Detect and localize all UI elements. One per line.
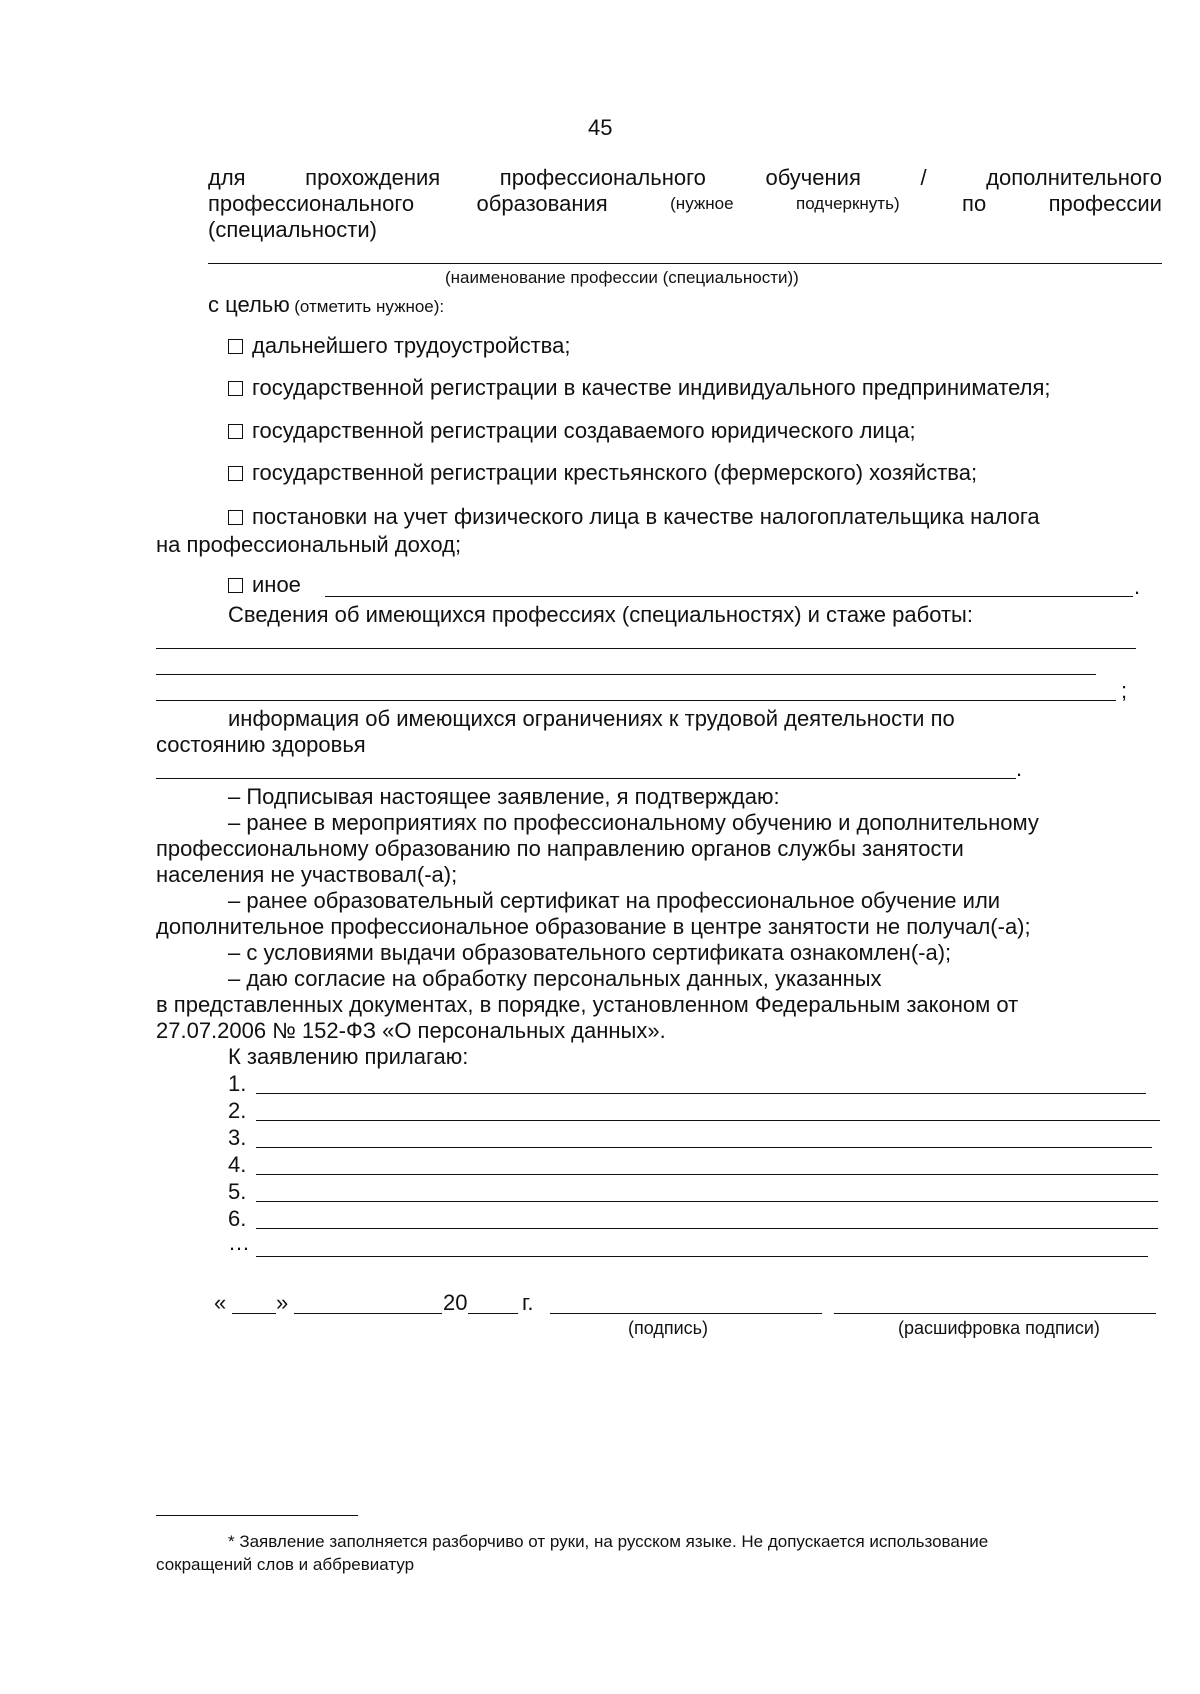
intro-word: / [920,165,927,190]
confirm-line-9: 27.07.2006 № 152-ФЗ «О персональных данных». [156,1018,666,1043]
signature-line[interactable] [550,1313,822,1314]
attachment-number: … [228,1230,250,1255]
option-label: государственной регистрации крестьянского (фермерского) хозяйства; [252,460,978,485]
option-label: государственной регистрации в качестве индивидуального предпринимателя; [252,375,1051,400]
option-legal-entity [228,418,916,444]
checkbox-ip-registration[interactable] [228,381,243,396]
checkbox-farm[interactable] [228,466,243,481]
intro-word: дополнительного [986,165,1162,190]
option-label: дальнейшего трудоустройства; [252,333,571,358]
confirm-line-5: дополнительное профессиональное образование в центре занятости не получал(-а); [156,914,1031,939]
intro-word: для [208,165,246,190]
intro-word: по [962,191,987,216]
purpose-lead [208,292,444,318]
other-end: . [1134,574,1141,599]
signature-caption: (подпись) [628,1318,709,1338]
intro-word: профессионального [208,191,415,216]
signature-decode-line[interactable] [834,1313,1156,1314]
experience-end: ; [1121,678,1128,703]
profession-caption: (наименование профессии (специальности)) [445,268,799,287]
date-open-quote: « [214,1290,227,1315]
option-label: иное [252,572,301,597]
attachment-line-4[interactable] [256,1174,1158,1175]
attachments-label: К заявлению прилагаю: [228,1044,469,1069]
checkbox-legal-entity[interactable] [228,424,243,439]
checkbox-self-employed[interactable] [228,510,243,525]
attachment-number: 1. [228,1071,247,1096]
intro-word: обучения [765,165,861,190]
confirm-line-3: населения не участвовал(-а); [156,862,458,887]
signature-decode-caption: (расшифровка подписи) [898,1318,1100,1338]
intro-line-3: (специальности) [208,217,377,242]
option-ip-registration [228,375,1051,401]
profession-field-line[interactable] [208,263,1162,264]
date-year-suffix: г. [522,1290,534,1315]
option-other [228,572,301,598]
attachment-line-2[interactable] [256,1120,1160,1121]
confirm-line-6: – с условиями выдачи образовательного сертификата ознакомлен(-а); [228,940,952,965]
attachment-line-5[interactable] [256,1201,1158,1202]
purpose-lead-note: (отметить нужное): [294,297,445,316]
option-farm [228,460,977,486]
option-label: государственной регистрации создаваемого юридического лица; [252,418,916,443]
attachment-line-more[interactable] [256,1256,1148,1257]
intro-line-1 [208,165,1162,191]
date-month-line[interactable] [294,1313,442,1314]
health-line-2: состоянию здоровья [156,732,366,757]
confirm-line-4: – ранее образовательный сертификат на профессиональное обучение или [228,888,1001,913]
experience-label: Сведения об имеющихся профессиях (специальностях) и стаже работы: [228,602,973,627]
attachment-line-6[interactable] [256,1228,1158,1229]
attachment-line-1[interactable] [256,1093,1146,1094]
footnote-separator [156,1515,358,1516]
footnote-line-2: сокращений слов и аббревиатур [156,1555,415,1574]
attachment-number: 4. [228,1152,247,1177]
experience-line-1[interactable] [156,648,1136,649]
attachment-line-3[interactable] [256,1147,1152,1148]
page-number: 45 [588,115,613,140]
footnote-line-1: * Заявление заполняется разборчиво от руки, на русском языке. Не допускается использование [228,1532,989,1551]
experience-line-3[interactable] [156,700,1116,701]
health-line-1: информация об имеющихся ограничениях к трудовой деятельности по [228,706,955,731]
attachment-number: 6. [228,1206,247,1231]
option-self-employed-cont: на профессиональный доход; [156,532,462,557]
confirm-line-1: – ранее в мероприятиях по профессиональному обучению и дополнительному [228,810,1039,835]
health-field-line[interactable] [156,778,1016,779]
purpose-lead-text: с целью [208,292,290,317]
date-year-prefix: 20 [443,1290,468,1315]
checkbox-employment[interactable] [228,339,243,354]
confirm-line-8: в представленных документах, в порядке, установленном Федеральным законом от [156,992,1019,1017]
intro-note: (нужное [670,194,734,213]
health-end: . [1016,756,1023,781]
checkbox-other[interactable] [228,578,243,593]
option-self-employed [228,504,1040,530]
intro-line-2 [208,191,1162,217]
confirm-line-2: профессиональному образованию по направлению органов службы занятости [156,836,964,861]
other-field-line[interactable] [325,596,1133,597]
option-employment [228,333,570,359]
confirm-line-0: – Подписывая настоящее заявление, я подтверждаю: [228,784,780,809]
date-day-line[interactable] [232,1313,276,1314]
date-close-quote: » [276,1290,289,1315]
experience-line-2[interactable] [156,674,1096,675]
confirm-line-7: – даю согласие на обработку персональных данных, указанных [228,966,882,991]
intro-word: прохождения [305,165,441,190]
intro-word: профессии [1048,191,1162,216]
option-label: постановки на учет физического лица в качестве налогоплательщика налога [252,504,1040,529]
attachment-number: 5. [228,1179,247,1204]
intro-word: образования [476,191,608,216]
date-year-line[interactable] [468,1313,518,1314]
attachment-number: 2. [228,1098,247,1123]
intro-note: подчеркнуть) [796,194,900,213]
attachment-number: 3. [228,1125,247,1150]
intro-word: профессионального [499,165,706,190]
